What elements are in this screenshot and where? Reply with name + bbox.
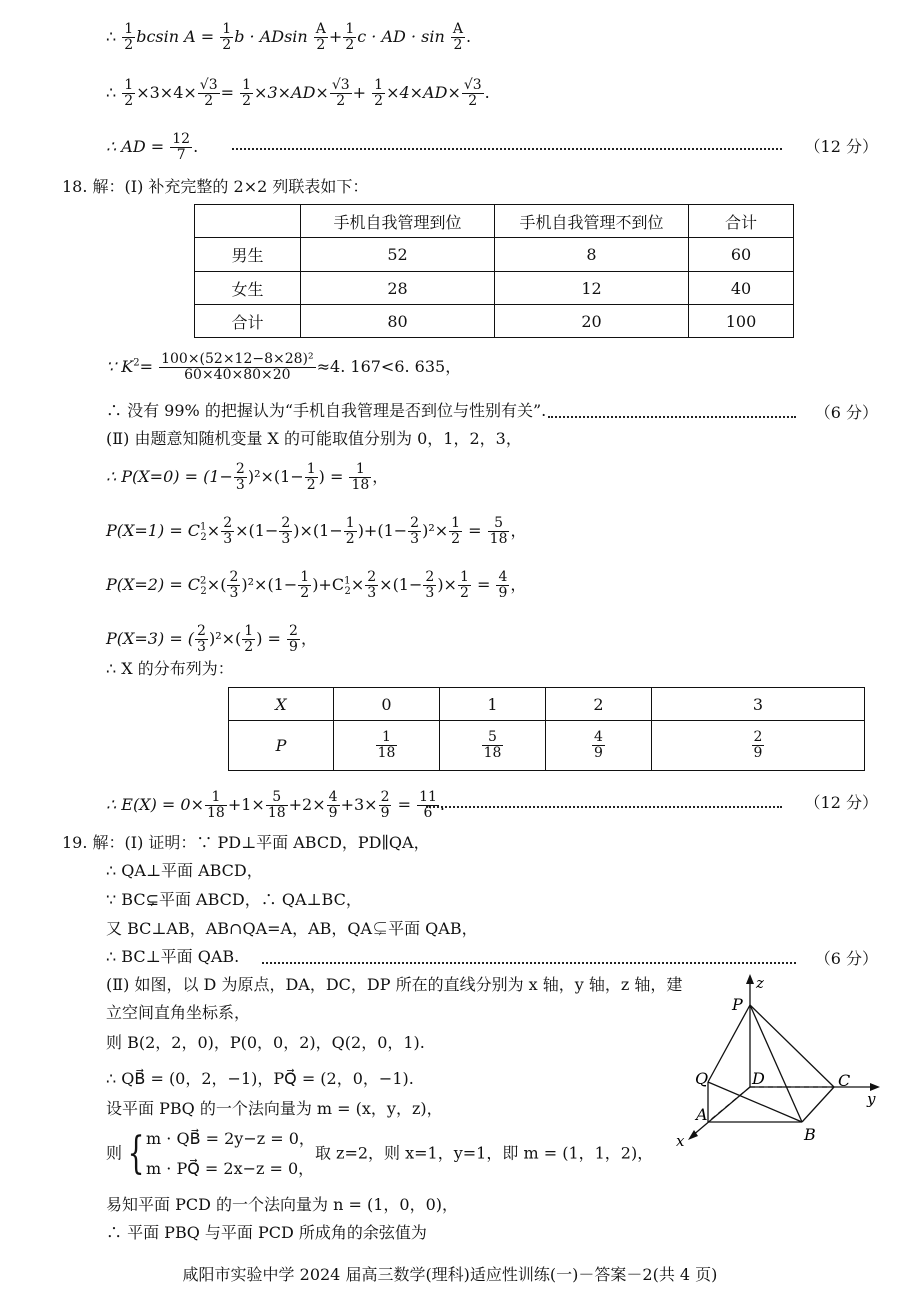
table-cell: 0 — [334, 688, 440, 721]
proof-line: 又 BC⊥AB，AB∩QA=A，AB，QA⊊平面 QAB， — [106, 919, 478, 938]
k2-formula: ∵ $K^2=$ $\frac{\text{100×(52×12−8×28)²}}{60\times 40\times 80\times 20}$ ≈4. 167<6. 635， — [106, 351, 462, 383]
table-cell: 8 — [495, 238, 689, 272]
proof-line: ∴ QB⃗ = (0，2，−1)，PQ⃗ = (2，0，−1). — [106, 1069, 414, 1088]
table-cell: 28 — [301, 272, 495, 305]
table-cell: 100 — [689, 305, 794, 338]
dot-leader — [426, 806, 782, 808]
part2-line: (Ⅱ) 由题意知随机变量 X 的可能取值分别为 0，1，2，3， — [106, 429, 522, 448]
dot-leader — [548, 416, 796, 418]
score-label: （6 分） — [814, 403, 878, 422]
axis-label-z: z — [756, 974, 764, 992]
point-label-b: B — [804, 1125, 816, 1144]
table-header-cell: 合计 — [689, 205, 794, 238]
table-cell: 60 — [689, 238, 794, 272]
proof-line: ∵ BC⊊平面 ABCD，∴ QA⊥BC， — [106, 890, 362, 909]
point-label-a: A — [696, 1105, 708, 1124]
table-cell: 女生 — [195, 272, 301, 305]
proof-line: (Ⅱ) 如图，以 D 为原点，DA，DC，DP 所在的直线分别为 x 轴，y 轴，z 轴，建 — [106, 975, 683, 994]
px0-line: ∴ P(X=0) = (1− $\frac{2}{3}$ )²×(1− $\frac{1}{2}$ ) = $\frac{1}{18}$ ， — [106, 461, 389, 493]
axis-label-y: y — [867, 1090, 876, 1108]
dot-leader — [232, 148, 782, 150]
table-cell: $\frac{2}{9}$ — [652, 721, 865, 771]
proof-line: ∴ BC⊥平面 QAB. — [106, 947, 240, 966]
problem-19-heading: 19. 解：(Ⅰ) 证明：∵ PD⊥平面 ABCD，PD∥QA， — [62, 833, 430, 852]
px3-line: P(X=3) = ( $\frac{2}{3}$ )²×( $\frac{1}{2}$ ) = $\frac{2}{9}$ ， — [106, 623, 317, 655]
equation-system: 则 { m · QB⃗ = 2y−z = 0， m · PQ⃗ = 2x−z = 0，取 z=2，则 x=1，y=1，即 m = (1，1，2)， — [106, 1128, 654, 1179]
problem-18-heading: 18. 解：(Ⅰ) 补充完整的 2×2 列联表如下： — [62, 177, 369, 196]
table-cell: 1 — [440, 688, 546, 721]
proof-line: 易知平面 PCD 的一个法向量为 n = (1，0，0)， — [106, 1195, 459, 1214]
score-label: （6 分） — [814, 949, 878, 968]
table-cell: 12 — [495, 272, 689, 305]
coordinate-figure — [670, 970, 890, 1150]
score-label: （12 分） — [804, 793, 878, 812]
contingency-table — [194, 204, 794, 338]
axis-label-x: x — [676, 1132, 685, 1150]
point-label-c: C — [838, 1071, 851, 1090]
distribution-label: ∴ X 的分布列为： — [106, 659, 234, 678]
conclusion-line: ∴ 没有 99% 的把握认为“手机自我管理是否到位与性别有关”. — [106, 401, 547, 420]
proof-line: 设平面 PBQ 的一个法向量为 m = (x，y，z)， — [106, 1099, 443, 1118]
point-label-q: Q — [695, 1069, 709, 1088]
page-footer: 咸阳市实验中学 2024 届高三数学(理科)适应性训练(一)－答案－2(共 4 页) — [182, 1265, 718, 1284]
table-cell: 2 — [546, 688, 652, 721]
proof-line: 则 B(2，2，0)，P(0，0，2)，Q(2，0，1). — [106, 1033, 425, 1052]
px2-line: $P(X=2) = C^2_2\times$( $\frac{2}{3}$ )²×(1− $\frac{1}{2}$ )$+C^1_2\times$ $\frac{2}{3}$ ×(1− $\frac{2}{3}$ )× $\frac{1}{2}$ = $\frac{4}{9}$ ， — [106, 569, 527, 601]
table-header-cell: 手机自我管理不到位 — [495, 205, 689, 238]
proof-line: ∴ 平面 PBQ 与平面 PCD 所成角的余弦值为 — [106, 1223, 427, 1242]
expectation-line: ∴ E(X) = 0× $\frac{1}{18}$ +1× $\frac{5}{18}$ +2× $\frac{4}{9}$ +3× $\frac{2}{9}$ = $\frac{11}{6}$ . — [106, 789, 445, 821]
dot-leader — [262, 962, 796, 964]
score-label: （12 分） — [804, 137, 878, 156]
eq-substituted-line: ∴ $\frac{1}{2}$ ×3×4× $\frac{√3}{2}$ = $\frac{1}{2}$ ×3×AD× $\frac{√3}{2}$ + $\frac{1}{2}$ ×4×AD× $\frac{√3}{2}$ . — [106, 77, 490, 109]
px1-line: $P(X=1) = C^1_2\times$ $\frac{2}{3}$ ×(1− $\frac{2}{3}$ )×(1− $\frac{1}{2}$ )+(1− $\frac{2}{3}$ )²× $\frac{1}{2}$ = $\frac{5}{18}$ ， — [106, 515, 527, 547]
table-cell: $\frac{1}{18}$ — [334, 721, 440, 771]
table-cell: 52 — [301, 238, 495, 272]
table-cell: X — [229, 688, 334, 721]
eq-area-line: ∴ $\frac{1}{2}$ bcsin A = $\frac{1}{2}$ b · ADsin $\frac{A}{2}$ + $\frac{1}{2}$ c · AD · sin $\frac{A}{2}$ . — [106, 21, 472, 53]
eq-ad-result: ∴ AD = $\frac{12}{7}$ . — [106, 131, 199, 163]
table-header-cell: 手机自我管理到位 — [301, 205, 495, 238]
table-cell: 3 — [652, 688, 865, 721]
proof-line: 立空间直角坐标系， — [106, 1003, 251, 1022]
table-header-cell — [195, 205, 301, 238]
table-cell: P — [229, 721, 334, 771]
table-cell: $\frac{5}{18}$ — [440, 721, 546, 771]
table-cell: 80 — [301, 305, 495, 338]
proof-line: ∴ QA⊥平面 ABCD， — [106, 861, 263, 880]
table-cell: $\frac{4}{9}$ — [546, 721, 652, 771]
table-cell: 男生 — [195, 238, 301, 272]
point-label-d: D — [752, 1069, 765, 1088]
table-cell: 合计 — [195, 305, 301, 338]
distribution-table — [228, 687, 865, 771]
point-label-p: P — [732, 995, 743, 1014]
table-cell: 20 — [495, 305, 689, 338]
table-cell: 40 — [689, 272, 794, 305]
